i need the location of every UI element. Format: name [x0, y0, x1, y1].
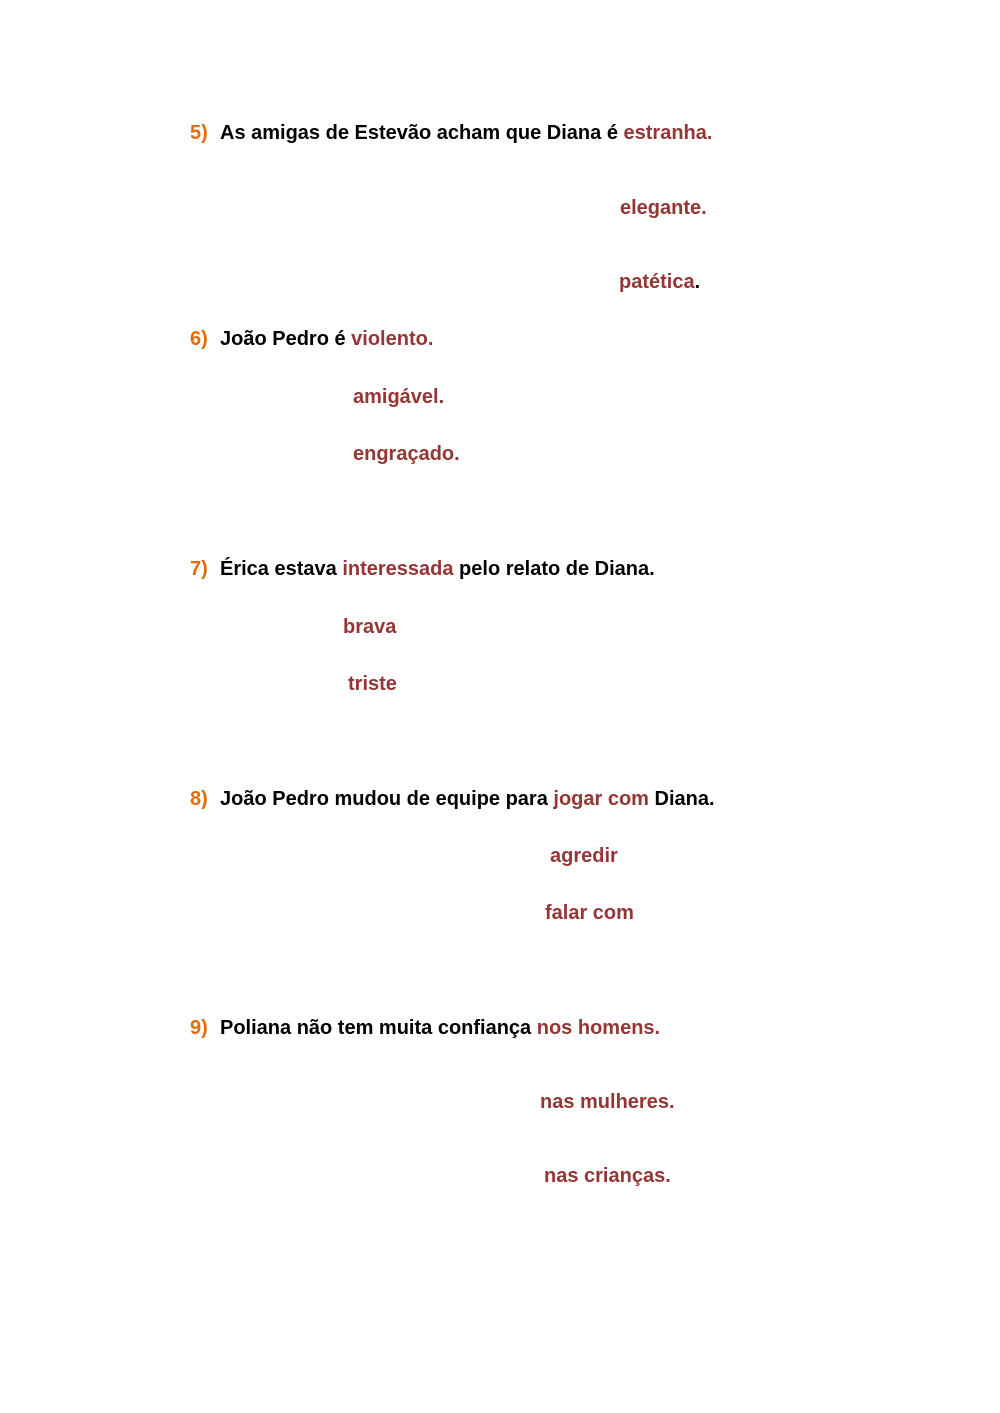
answer-option[interactable]: brava	[343, 616, 397, 638]
answer-option[interactable]: amigável.	[353, 386, 445, 408]
answer-option[interactable]: estranha.	[623, 122, 713, 144]
answer-option[interactable]: jogar com	[553, 788, 649, 810]
question-text: João Pedro é	[220, 328, 352, 350]
question-number: 6)	[190, 328, 208, 350]
answer-option[interactable]: patética	[619, 271, 695, 293]
question-text: Poliana não tem muita confiança	[220, 1017, 537, 1039]
question-text-suffix: Diana.	[648, 788, 715, 810]
question-8	[190, 787, 715, 811]
question-7	[190, 557, 655, 581]
answer-option[interactable]: nos homens.	[536, 1017, 661, 1039]
question-number: 8)	[190, 788, 208, 810]
question-text: As amigas de Estevão acham que Diana é	[220, 122, 624, 144]
trailing-period: .	[694, 271, 701, 293]
question-text: Érica estava	[220, 558, 343, 580]
answer-option-line	[619, 270, 700, 294]
answer-option[interactable]: nas mulheres.	[540, 1091, 675, 1113]
answer-option[interactable]: engraçado.	[353, 443, 460, 465]
answer-option[interactable]: violento.	[351, 328, 434, 350]
answer-option[interactable]: interessada	[342, 558, 454, 580]
answer-option[interactable]: nas crianças.	[544, 1165, 671, 1187]
answer-option[interactable]: falar com	[545, 902, 634, 924]
question-text-suffix: pelo relato de Diana.	[453, 558, 655, 580]
answer-option[interactable]: agredir	[550, 845, 618, 867]
question-number: 9)	[190, 1017, 208, 1039]
question-number: 7)	[190, 558, 208, 580]
answer-option[interactable]: elegante.	[620, 197, 707, 219]
question-5	[190, 121, 712, 145]
question-9	[190, 1016, 660, 1040]
question-6	[190, 327, 433, 351]
answer-option[interactable]: triste	[348, 673, 397, 695]
question-number: 5)	[190, 122, 208, 144]
question-text: João Pedro mudou de equipe para	[220, 788, 554, 810]
